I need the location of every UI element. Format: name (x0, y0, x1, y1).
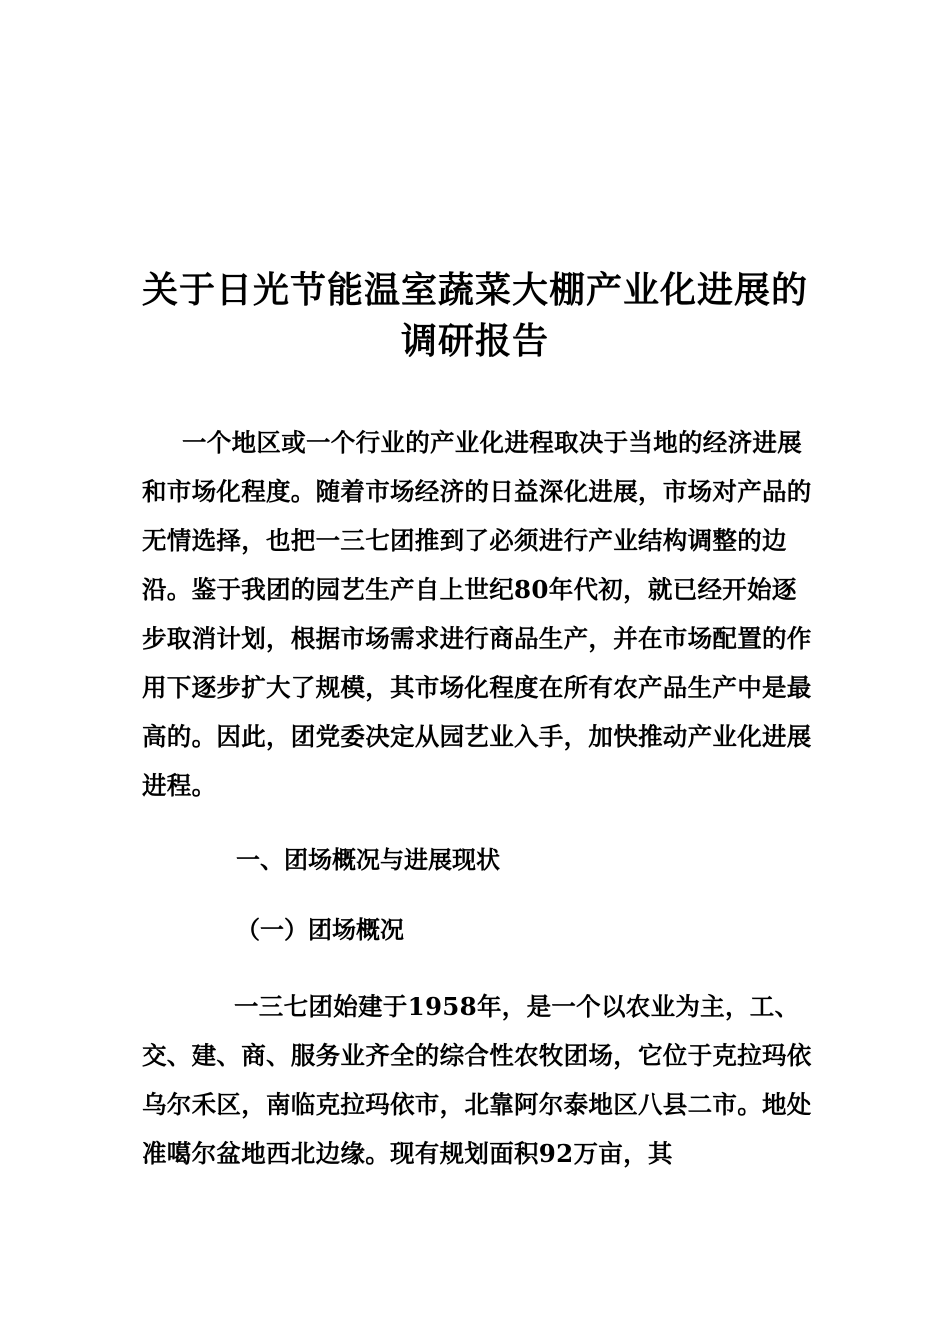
subsection-paragraph-1: 一三七团始建于1958年，是一个以农业为主，工、交、建、商、服务业齐全的综合性农牧团场，它位于克拉玛依乌尔禾区，南临克拉玛依市，北靠阿尔泰地区八县二市。地处准噶尔盆地西北边缘。现有规划面积92万亩，其 (142, 992, 812, 1168)
section-heading-1: 一、团场概况与进展现状 (236, 845, 500, 874)
subsection-heading-1: （一）团场概况 (236, 915, 404, 944)
intro-paragraph: 一个地区或一个行业的产业化进程取决于当地的经济进展和市场化程度。随着市场经济的日益深化进展，市场对产品的无情选择，也把一三七团推到了必须进行产业结构调整的边沿。鉴于我团的园艺生产自上世纪80年代初，就已经开始逐步取消计划，根据市场需求进行商品生产，并在市场配置的作用下逐步扩大了规模，其市场化程度在所有农产品生产中是最高的。因此，团党委决定从园艺业入手，加快推动产业化进展进程。 (142, 428, 812, 800)
document-title-line-2: 调研报告 (400, 320, 549, 362)
document-title-line-1: 关于日光节能温室蔬菜大棚产业化进展的 (141, 269, 808, 311)
